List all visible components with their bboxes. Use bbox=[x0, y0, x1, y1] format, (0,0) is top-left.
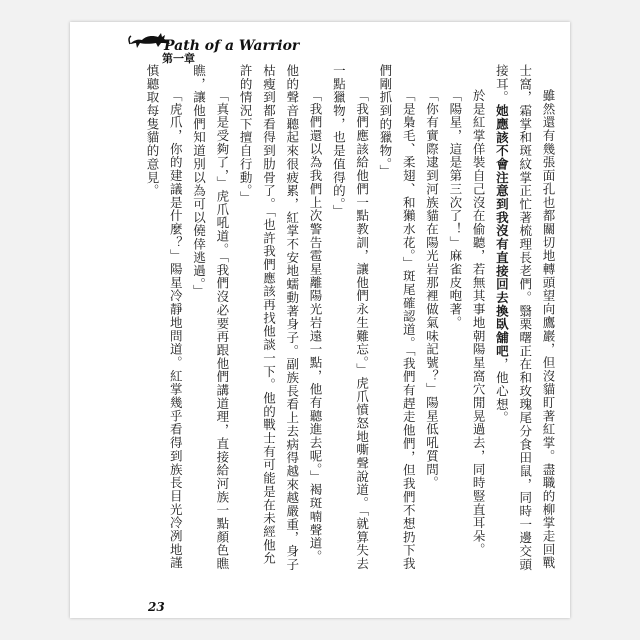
paragraph: 「你有實際逮到河族貓在陽光岩那裡做氣味記號？」陽星低吼質問。 bbox=[424, 89, 440, 490]
paragraph: 「是梟毛、柔翅、和獺水花。」斑尾確認道。「我們有趕走他們，但我們不想扔下我們剛抓到的獵物。」 bbox=[377, 64, 417, 571]
paragraph: 於是紅掌佯裝自己沒在偷聽，若無其事地朝陽星窩穴閒晃過去，同時豎直耳朵。 bbox=[471, 89, 487, 557]
paragraph: 「陽星，這是第三次了！」麻雀皮咆著。 bbox=[447, 89, 463, 330]
page-number: 23 bbox=[148, 600, 165, 614]
emphasized-thought: 她應該不會注意到我沒有直接回去換臥舖吧 bbox=[494, 104, 510, 358]
paragraph: 「真是受夠了，」虎爪吼道。「我們沒必要再跟他們講道理，直接給河族一點顏色瞧瞧，讓他們知道別以為可以僥倖逃過。」 bbox=[191, 64, 230, 571]
series-title: Path of a Warrior bbox=[164, 38, 300, 54]
paragraph: 「虎爪，你的建議是什麼？」陽星冷靜地問道。紅掌幾乎看得到族長目光冷冽地謹慎聽取每隻貓的意見。 bbox=[144, 64, 184, 570]
paragraph: 「我們還以為我們上次警告雹星離陽光岩遠一點，他有聽進去呢。」褐斑喃聲道。他的聲音聽起來很疲累，紅掌不安地蠕動著身子。副族長看上去病得越來越嚴重，身子枯瘦到都看得到肋骨了。「也許我們應該再找他談一下。他的戰士有可能是在未經他允許的情況下擅自行動。」 bbox=[238, 64, 324, 572]
paragraph: 雖然還有幾張面孔也都關切地轉頭望向鷹巖，但沒貓盯著紅掌。盡職的柳掌走回戰士窩，霜掌和斑紋掌正忙著梳理長老們。翳栗曙正在和玫瑰尾分食田鼠，同時一邊交頭接耳。她應該不會注意到我沒有直接回去換臥舖吧，他心想。 bbox=[494, 64, 556, 572]
page-header bbox=[128, 28, 328, 68]
paragraph: 「我們應該給他們一點教訓，讓他們永生難忘。」虎爪憤怒地嘶聲說道。「就算失去一點獵物，也是值得的。」 bbox=[331, 64, 370, 571]
vertical-body-text bbox=[130, 64, 560, 572]
chapter-heading: 第一章 bbox=[162, 52, 195, 65]
